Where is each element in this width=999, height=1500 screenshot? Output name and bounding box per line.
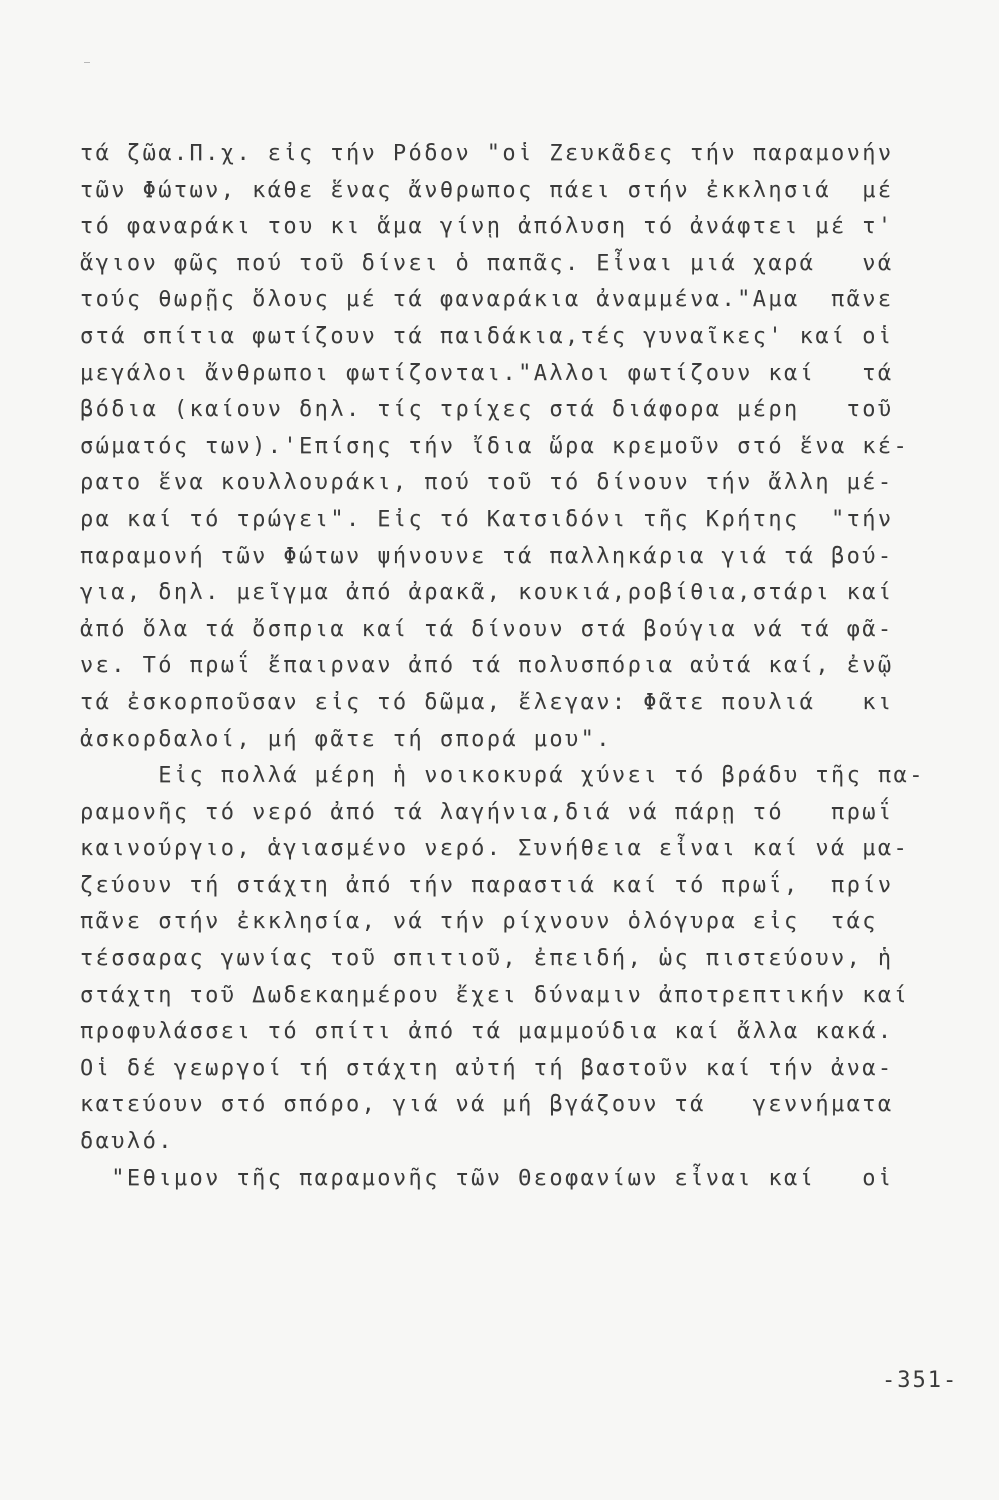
text-line: στά σπίτια φωτίζουν τά παιδάκια,τές γυναῖκες' καί οἱ	[80, 323, 894, 349]
text-line: για, δηλ. μεῖγμα ἀπό ἀρακᾶ, κουκιά,ροβίθια,στάρι καί	[80, 580, 894, 606]
text-line: ζεύουν τή στάχτη ἀπό τήν παραστιά καί τό πρωΐ, πρίν	[80, 872, 894, 898]
text-line: βόδια (καίουν δηλ. τίς τρίχες στά διάφορα μέρη τοῦ	[80, 397, 894, 423]
text-line: προφυλάσσει τό σπίτι ἀπό τά μαμμούδια καί ἄλλα κακά.	[80, 1019, 894, 1045]
text-line: "Εθιμον τῆς παραμονῆς τῶν Θεοφανίων εἶναι καί οἱ	[80, 1165, 894, 1191]
text-line: τά ζῶα.Π.χ. εἰς τήν Ρόδον "οἱ Ζευκᾶδες τήν παραμονήν	[80, 141, 894, 166]
text-line: νε. Τό πρωΐ ἔπαιρναν ἀπό τά πολυσπόρια αὐτά καί, ἐνῷ	[80, 653, 894, 679]
text-line: δαυλό.	[80, 1129, 174, 1155]
text-line: τά ἐσκορποῦσαν εἰς τό δῶμα, ἔλεγαν: Φᾶτε πουλιά κι	[80, 689, 894, 715]
text-line: κατεύουν στό σπόρο, γιά νά μή βγάζουν τά γεννήματα	[80, 1092, 894, 1118]
text-line: πᾶνε στήν ἐκκλησία, νά τήν ρίχνουν ὁλόγυρα εἰς τάς	[80, 909, 878, 935]
text-line: τούς θωρῇς ὅλους μέ τά φαναράκια ἀναμμένα."Αμα πᾶνε	[80, 287, 894, 313]
text-line: ἅγιον φῶς πού τοῦ δίνει ὁ παπᾶς. Εἶναι μιά χαρά νά	[80, 250, 894, 276]
text-line: παραμονή τῶν Φώτων ψήνουνε τά παλληκάρια γιά τά βού-	[80, 543, 894, 569]
text-line: τό φαναράκι του κι ἅμα γίνῃ ἀπόλυση τό ἀνάφτει μέ τ'	[80, 214, 894, 240]
text-line: ρα καί τό τρώγει". Εἰς τό Κατσιδόνι τῆς Κρήτης "τήν	[80, 506, 894, 532]
text-line: μεγάλοι ἄνθρωποι φωτίζονται."Αλλοι φωτίζουν καί τά	[80, 360, 894, 386]
text-line: ρατο ἕνα κουλλουράκι, πού τοῦ τό δίνουν τήν ἄλλη μέ-	[80, 470, 894, 496]
text-line: τέσσαρας γωνίας τοῦ σπιτιοῦ, ἐπειδή, ὡς πιστεύουν, ἡ	[80, 946, 894, 972]
text-line: Εἰς πολλά μέρη ἡ νοικοκυρά χύνει τό βράδυ τῆς πα-	[80, 763, 925, 789]
page-number: -351-	[882, 1368, 959, 1393]
text-line: σώματός των).'Επίσης τήν ἴδια ὥρα κρεμοῦν στό ἕνα κέ-	[80, 433, 910, 459]
text-line: Οἱ δέ γεωργοί τή στάχτη αὐτή τή βαστοῦν καί τήν ἀνα-	[80, 1055, 894, 1081]
text-line: ἀπό ὅλα τά ὄσπρια καί τά δίνουν στά βούγια νά τά φᾶ-	[80, 616, 894, 642]
body-text	[80, 136, 960, 1197]
text-line: καινούργιο, ἁγιασμένο νερό. Συνήθεια εἶναι καί νά μα-	[80, 836, 910, 862]
text-line: στάχτη τοῦ Δωδεκαημέρου ἔχει δύναμιν ἀποτρεπτικήν καί	[80, 982, 910, 1008]
text-line: τῶν Φώτων, κάθε ἕνας ἄνθρωπος πάει στήν ἐκκλησιά μέ	[80, 177, 894, 203]
text-line: ραμονῆς τό νερό ἀπό τά λαγήνια,διά νά πάρῃ τό πρωΐ	[80, 799, 894, 825]
scan-mark	[84, 62, 90, 63]
text-line: ἀσκορδαλοί, μή φᾶτε τή σπορά μου".	[80, 726, 612, 752]
